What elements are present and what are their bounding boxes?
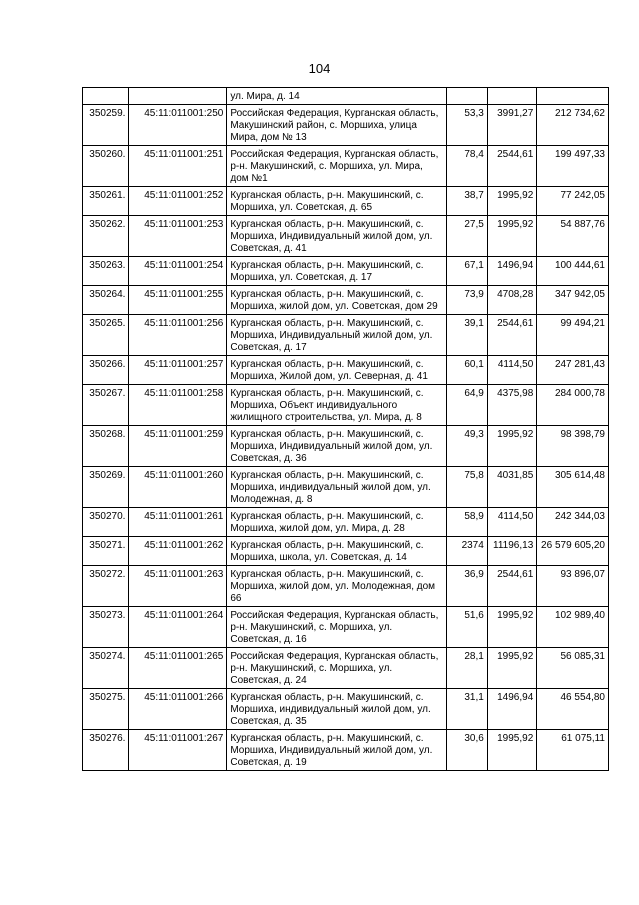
cell-cadastral-number: 45:11:011001:263 xyxy=(129,566,227,607)
property-registry-table xyxy=(82,87,609,771)
cell-unit-price: 4114,50 xyxy=(487,356,536,385)
cell-number: 350266. xyxy=(83,356,129,385)
cell-area xyxy=(447,88,487,105)
cell-cadastral-number: 45:11:011001:258 xyxy=(129,385,227,426)
page-number: 104 xyxy=(308,61,331,76)
cell-unit-price: 1496,94 xyxy=(487,689,536,730)
cell-number: 350262. xyxy=(83,216,129,257)
cell-cadastral-value: 102 989,40 xyxy=(537,607,609,648)
cell-cadastral-number: 45:11:011001:252 xyxy=(129,187,227,216)
cell-unit-price xyxy=(487,88,536,105)
cell-number: 350271. xyxy=(83,537,129,566)
cell-address: Курганская область, р-н. Макушинский, с. Моршиха, индивидуальный жилой дом, ул. Молодежная, д. 8 xyxy=(227,467,447,508)
table-row xyxy=(83,257,609,286)
table-row xyxy=(83,216,609,257)
table-row xyxy=(83,537,609,566)
table-row xyxy=(83,648,609,689)
cell-area: 38,7 xyxy=(447,187,487,216)
cell-cadastral-value: 77 242,05 xyxy=(537,187,609,216)
cell-unit-price: 3991,27 xyxy=(487,105,536,146)
cell-number: 350269. xyxy=(83,467,129,508)
cell-cadastral-value: 212 734,62 xyxy=(537,105,609,146)
cell-cadastral-value: 93 896,07 xyxy=(537,566,609,607)
cell-area: 31,1 xyxy=(447,689,487,730)
table-row xyxy=(83,607,609,648)
table-row xyxy=(83,689,609,730)
cell-cadastral-number: 45:11:011001:257 xyxy=(129,356,227,385)
cell-address: Российская Федерация, Курганская область, р-н. Макушинский, с. Моршиха, ул. Советская, д. 16 xyxy=(227,607,447,648)
table-row xyxy=(83,385,609,426)
cell-area: 27,5 xyxy=(447,216,487,257)
cell-number: 350274. xyxy=(83,648,129,689)
cell-cadastral-value: 247 281,43 xyxy=(537,356,609,385)
cell-unit-price: 2544,61 xyxy=(487,146,536,187)
table-row xyxy=(83,105,609,146)
cell-address: Курганская область, р-н. Макушинский, с. Моршиха, жилой дом, ул. Мира, д. 28 xyxy=(227,508,447,537)
cell-unit-price: 1496,94 xyxy=(487,257,536,286)
cell-unit-price: 4375,98 xyxy=(487,385,536,426)
cell-cadastral-number: 45:11:011001:259 xyxy=(129,426,227,467)
cell-area: 53,3 xyxy=(447,105,487,146)
cell-unit-price: 1995,92 xyxy=(487,607,536,648)
cell-area: 60,1 xyxy=(447,356,487,385)
cell-cadastral-number: 45:11:011001:267 xyxy=(129,730,227,771)
cell-cadastral-value: 61 075,11 xyxy=(537,730,609,771)
cell-cadastral-value: 242 344,03 xyxy=(537,508,609,537)
cell-number xyxy=(83,88,129,105)
cell-number: 350261. xyxy=(83,187,129,216)
cell-unit-price: 2544,61 xyxy=(487,315,536,356)
cell-area: 75,8 xyxy=(447,467,487,508)
cell-number: 350260. xyxy=(83,146,129,187)
cell-address: Российская Федерация, Курганская область, Макушинский район, с. Моршиха, улица Мира, дом № 13 xyxy=(227,105,447,146)
cell-cadastral-number: 45:11:011001:261 xyxy=(129,508,227,537)
table-row xyxy=(83,566,609,607)
cell-unit-price: 11196,13 xyxy=(487,537,536,566)
cell-cadastral-value: 347 942,05 xyxy=(537,286,609,315)
cell-address: Курганская область, р-н. Макушинский, с. Моршиха, жилой дом, ул. Молодежная, дом 66 xyxy=(227,566,447,607)
table-row xyxy=(83,187,609,216)
cell-address: Курганская область, р-н. Макушинский, с. Моршиха, Объект индивидуального жилищного строительства, ул. Мира, д. 8 xyxy=(227,385,447,426)
cell-cadastral-value: 305 614,48 xyxy=(537,467,609,508)
cell-cadastral-number: 45:11:011001:254 xyxy=(129,257,227,286)
cell-cadastral-value: 199 497,33 xyxy=(537,146,609,187)
cell-cadastral-number: 45:11:011001:250 xyxy=(129,105,227,146)
cell-address: Курганская область, р-н. Макушинский, с. Моршиха, Индивидуальный жилой дом, ул. Советская, д. 17 xyxy=(227,315,447,356)
cell-cadastral-number: 45:11:011001:260 xyxy=(129,467,227,508)
cell-area: 67,1 xyxy=(447,257,487,286)
cell-area: 36,9 xyxy=(447,566,487,607)
cell-cadastral-value: 98 398,79 xyxy=(537,426,609,467)
cell-cadastral-number: 45:11:011001:266 xyxy=(129,689,227,730)
cell-address: Российская Федерация, Курганская область, р-н. Макушинский, с. Моршиха, ул. Мира, дом №1 xyxy=(227,146,447,187)
cell-address: Курганская область, р-н. Макушинский, с. Моршиха, индивидуальный жилой дом, ул. Советская, д. 35 xyxy=(227,689,447,730)
cell-address: Курганская область, р-н. Макушинский, с. Моршиха, Жилой дом, ул. Северная, д. 41 xyxy=(227,356,447,385)
cell-address: Курганская область, р-н. Макушинский, с. Моршиха, школа, ул. Советская, д. 14 xyxy=(227,537,447,566)
cell-cadastral-value: 26 579 605,20 xyxy=(537,537,609,566)
cell-cadastral-value: 56 085,31 xyxy=(537,648,609,689)
cell-cadastral-value: 46 554,80 xyxy=(537,689,609,730)
cell-cadastral-number: 45:11:011001:251 xyxy=(129,146,227,187)
cell-unit-price: 2544,61 xyxy=(487,566,536,607)
cell-area: 2374 xyxy=(447,537,487,566)
cell-number: 350270. xyxy=(83,508,129,537)
cell-cadastral-number: 45:11:011001:256 xyxy=(129,315,227,356)
cell-number: 350273. xyxy=(83,607,129,648)
cell-area: 30,6 xyxy=(447,730,487,771)
cell-area: 73,9 xyxy=(447,286,487,315)
cell-number: 350275. xyxy=(83,689,129,730)
cell-address: Курганская область, р-н. Макушинский, с. Моршиха, ул. Советская, д. 17 xyxy=(227,257,447,286)
cell-area: 49,3 xyxy=(447,426,487,467)
cell-cadastral-number xyxy=(129,88,227,105)
cell-number: 350272. xyxy=(83,566,129,607)
cell-cadastral-value: 54 887,76 xyxy=(537,216,609,257)
table-row xyxy=(83,508,609,537)
table-row xyxy=(83,730,609,771)
cell-number: 350276. xyxy=(83,730,129,771)
cell-area: 28,1 xyxy=(447,648,487,689)
table-row-continuation xyxy=(83,88,609,105)
cell-unit-price: 4031,85 xyxy=(487,467,536,508)
cell-cadastral-number: 45:11:011001:265 xyxy=(129,648,227,689)
cell-unit-price: 1995,92 xyxy=(487,187,536,216)
cell-number: 350267. xyxy=(83,385,129,426)
cell-unit-price: 1995,92 xyxy=(487,426,536,467)
cell-unit-price: 1995,92 xyxy=(487,648,536,689)
cell-address: Курганская область, р-н. Макушинский, с. Моршиха, ул. Советская, д. 65 xyxy=(227,187,447,216)
cell-unit-price: 4114,50 xyxy=(487,508,536,537)
cell-cadastral-number: 45:11:011001:262 xyxy=(129,537,227,566)
cell-address: Российская Федерация, Курганская область, р-н. Макушинский, с. Моршиха, ул. Советская, д. 24 xyxy=(227,648,447,689)
cell-area: 39,1 xyxy=(447,315,487,356)
cell-address: ул. Мира, д. 14 xyxy=(227,88,447,105)
table-row xyxy=(83,356,609,385)
table-row xyxy=(83,467,609,508)
cell-cadastral-value: 99 494,21 xyxy=(537,315,609,356)
cell-area: 78,4 xyxy=(447,146,487,187)
table-row xyxy=(83,286,609,315)
cell-cadastral-number: 45:11:011001:255 xyxy=(129,286,227,315)
cell-area: 51,6 xyxy=(447,607,487,648)
cell-address: Курганская область, р-н. Макушинский, с. Моршиха, Индивидуальный жилой дом, ул. Советская, д. 36 xyxy=(227,426,447,467)
cell-area: 58,9 xyxy=(447,508,487,537)
cell-number: 350259. xyxy=(83,105,129,146)
cell-number: 350265. xyxy=(83,315,129,356)
cell-unit-price: 4708,28 xyxy=(487,286,536,315)
cell-unit-price: 1995,92 xyxy=(487,216,536,257)
cell-cadastral-number: 45:11:011001:264 xyxy=(129,607,227,648)
cell-number: 350268. xyxy=(83,426,129,467)
table-row xyxy=(83,146,609,187)
cell-cadastral-value: 100 444,61 xyxy=(537,257,609,286)
cell-address: Курганская область, р-н. Макушинский, с. Моршиха, жилой дом, ул. Советская, дом 29 xyxy=(227,286,447,315)
cell-cadastral-number: 45:11:011001:253 xyxy=(129,216,227,257)
table-row xyxy=(83,315,609,356)
table-row xyxy=(83,426,609,467)
cell-cadastral-value xyxy=(537,88,609,105)
cell-address: Курганская область, р-н. Макушинский, с. Моршиха, Индивидуальный жилой дом, ул. Советская, д. 19 xyxy=(227,730,447,771)
cell-address: Курганская область, р-н. Макушинский, с. Моршиха, Индивидуальный жилой дом, ул. Советская, д. 41 xyxy=(227,216,447,257)
registry-body xyxy=(83,88,609,771)
cell-number: 350263. xyxy=(83,257,129,286)
cell-number: 350264. xyxy=(83,286,129,315)
cell-unit-price: 1995,92 xyxy=(487,730,536,771)
cell-cadastral-value: 284 000,78 xyxy=(537,385,609,426)
cell-area: 64,9 xyxy=(447,385,487,426)
